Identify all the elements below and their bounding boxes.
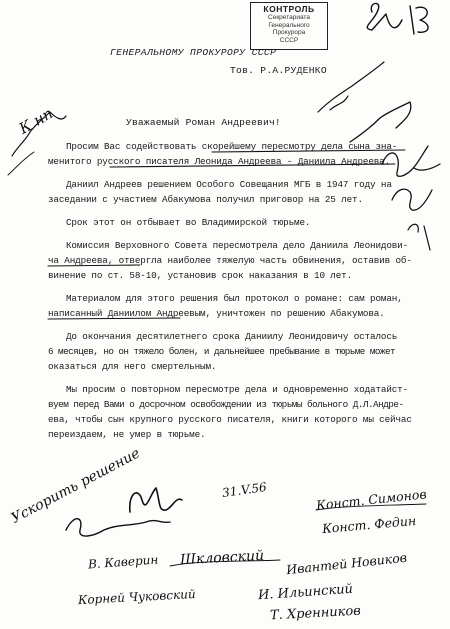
signature: Шкловский bbox=[179, 547, 265, 569]
body-line: оказаться для него смертельным. bbox=[48, 361, 217, 372]
body-line: До окончания десятилетнего срока Даниилу Леонидовичу осталось bbox=[66, 331, 398, 342]
body-line: ева, чтобы сын крупного русского писателя, книги которого мы сейчас bbox=[48, 414, 412, 425]
body-line: Мы просим о повторном пересмотре дела и одновременно ходатайст- bbox=[66, 384, 409, 395]
endorsement-scribble bbox=[367, 3, 402, 30]
stamp-line: СССР bbox=[279, 36, 299, 44]
underline-mark bbox=[48, 318, 180, 319]
stamp-line: Генерального bbox=[268, 21, 310, 29]
endorsement-scribble bbox=[408, 224, 430, 250]
signature: Т. Хренников bbox=[269, 603, 362, 624]
body-line: переиздаем, не умер в тюрьме. bbox=[48, 429, 206, 440]
underline-mark bbox=[212, 150, 405, 152]
body-line: винение по ст. 58-10, установив срок наказания в 10 лет. bbox=[48, 270, 353, 281]
endorsement-scribble bbox=[392, 189, 432, 210]
signature: Конст. Федин bbox=[321, 512, 417, 537]
body-line: вуем перед Вами о досрочном освобождении из тюрьмы больного Д.Л.Андре- bbox=[48, 399, 404, 410]
body-line: ча Андреева, отвергла наиболее тяжелую часть обвинения, оставив об- bbox=[48, 255, 412, 266]
stamp-line: Секретариата bbox=[268, 14, 310, 21]
body-line: Материалом для этого решения был протокол о романе: сам роман, bbox=[66, 293, 403, 304]
underline-mark bbox=[110, 164, 395, 167]
signature: Конст. Симонов bbox=[315, 486, 428, 513]
body-line: Срок этот он отбывает во Владимирской тюрьме. bbox=[66, 217, 311, 228]
recipient-name: Тов. Р.А.РУДЕНКО bbox=[230, 65, 327, 76]
signature-flourish bbox=[316, 504, 426, 510]
endorsement-scribble bbox=[350, 102, 411, 142]
signature-flourish bbox=[170, 560, 280, 566]
body-line: заседании с участием Абакумова получил приговор на 25 лет. bbox=[48, 194, 363, 205]
endorsement-scribble bbox=[410, 6, 428, 34]
body-line: Просим Вас содействовать скорейшему пересмотру дела сына зна- bbox=[66, 141, 398, 152]
resolution-date: 31.V.56 bbox=[221, 479, 268, 501]
body-line: Даниил Андреев решением Особого Совещания МГБ в 1947 году на bbox=[66, 179, 392, 190]
addressee-heading: ГЕНЕРАЛЬНОМУ ПРОКУРОРУ СССР bbox=[110, 47, 277, 58]
margin-scribble bbox=[12, 112, 66, 156]
signature: В. Каверин bbox=[87, 552, 159, 572]
stamp-line: КОНТРОЛЬ bbox=[263, 4, 315, 14]
body-line: написанный Даниилом Андреевым, уничтожен по решению Абакумова. bbox=[48, 308, 385, 319]
margin-note: К нп bbox=[15, 104, 57, 138]
endorsement-scribble bbox=[318, 62, 384, 112]
signature: Ивантей Новиков bbox=[285, 549, 408, 578]
signature: Корней Чуковский bbox=[77, 586, 196, 608]
body-line: 6 месяцев, но он тяжело болен, и дальнейшее пребывание в тюрьме может bbox=[48, 346, 396, 357]
signature: И. Ильинский bbox=[257, 581, 354, 604]
resolution-signature bbox=[130, 488, 182, 512]
body-line: Комиссия Верховного Совета пересмотрела дело Даниила Леонидови- bbox=[66, 240, 409, 251]
salutation: Уважаемый Роман Андреевич! bbox=[126, 117, 281, 128]
resolution-signature bbox=[66, 519, 170, 536]
stamp-line: Прокурора bbox=[272, 29, 306, 36]
resolution-note: Ускорить решение bbox=[8, 445, 143, 527]
underline-mark bbox=[48, 265, 140, 266]
body-line: менитого русского писателя Леонида Андреева - Даниила Андреева. bbox=[48, 156, 391, 167]
